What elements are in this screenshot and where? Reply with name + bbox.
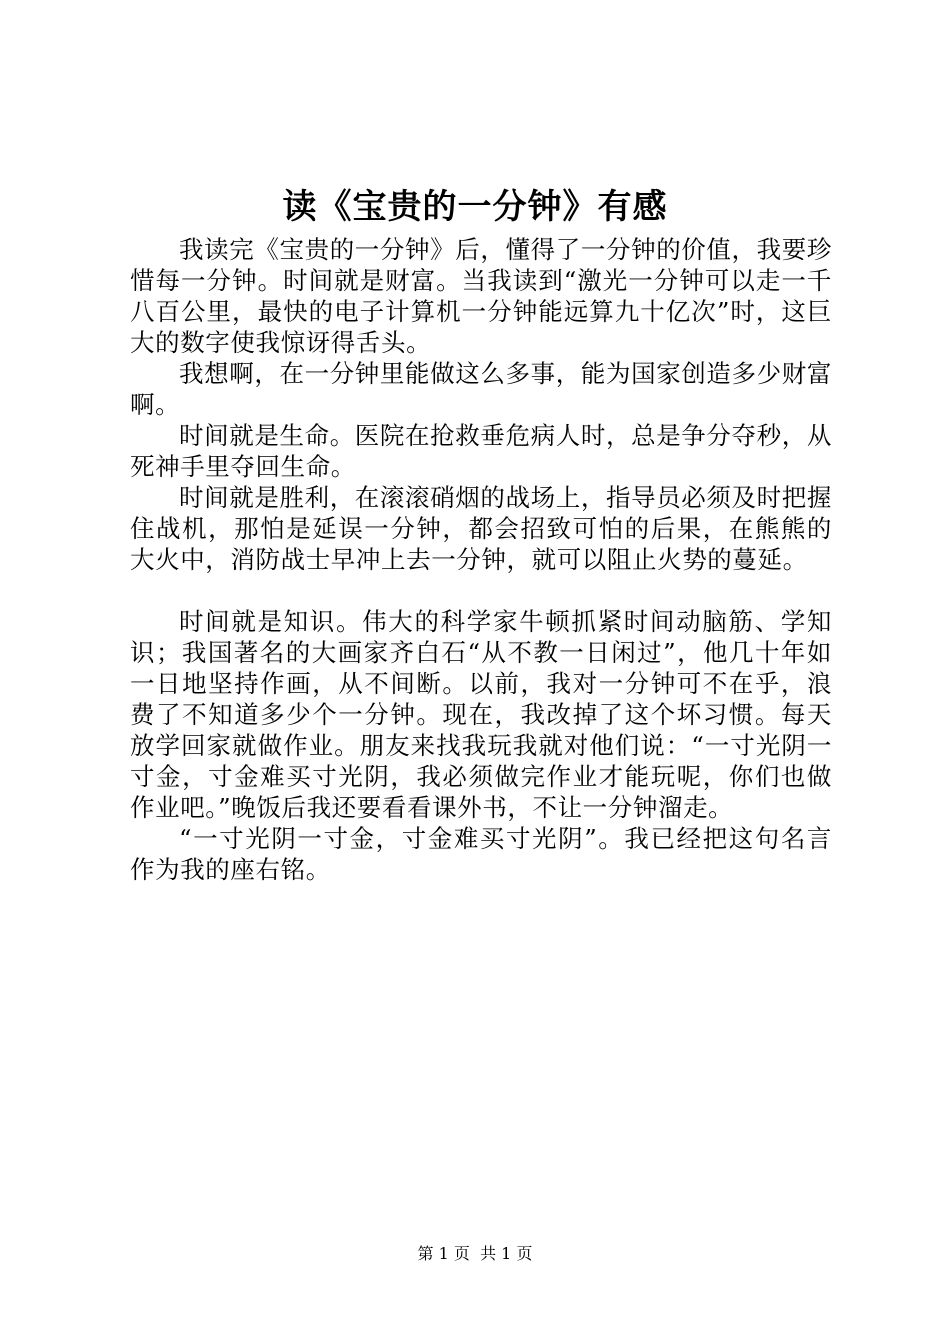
paragraph-1: 我读完《宝贵的一分钟》后，懂得了一分钟的价值，我要珍惜每一分钟。时间就是财富。当我读到“激光一分钟可以走一千八百公里，最快的电子计算机一分钟能远算九十亿次”时，这巨大的数字使我惊讶得舌头。 (130, 235, 832, 357)
paragraph-4: 时间就是胜利，在滚滚硝烟的战场上，指导员必须及时把握住战机，那怕是延误一分钟，都会招致可怕的后果，在熊熊的大火中，消防战士早冲上去一分钟，就可以阻止火势的蔓延。 (130, 483, 832, 574)
paragraph-2: 我想啊，在一分钟里能做这么多事，能为国家创造多少财富啊。 (130, 359, 832, 419)
document-title: 读《宝贵的一分钟》有感 (282, 187, 668, 227)
paragraph-5: 时间就是知识。伟大的科学家牛顿抓紧时间动脑筋、学知识；我国著名的大画家齐白石“从不教一日闲过”，他几十年如一日地坚持作画，从不间断。以前，我对一分钟可不在乎，浪费了不知道多少个一分钟。现在，我改掉了这个坏习惯。每天放学回家就做作业。朋友来找我玩我就对他们说：“一寸光阴一寸金，寸金难买寸光阴，我必须做完作业才能玩呢，你们也做作业吧。”晚饭后我还要看看课外书，不让一分钟溜走。 (130, 607, 832, 822)
paragraph-3: 时间就是生命。医院在抢救垂危病人时，总是争分夺秒，从死神手里夺回生命。 (130, 421, 832, 481)
document-body (130, 234, 832, 885)
page-footer: 第 1 页 共 1 页 (417, 1244, 533, 1263)
paragraph-6: “一寸光阴一寸金，寸金难买寸光阴”。我已经把这句名言作为我的座右铭。 (130, 824, 832, 884)
